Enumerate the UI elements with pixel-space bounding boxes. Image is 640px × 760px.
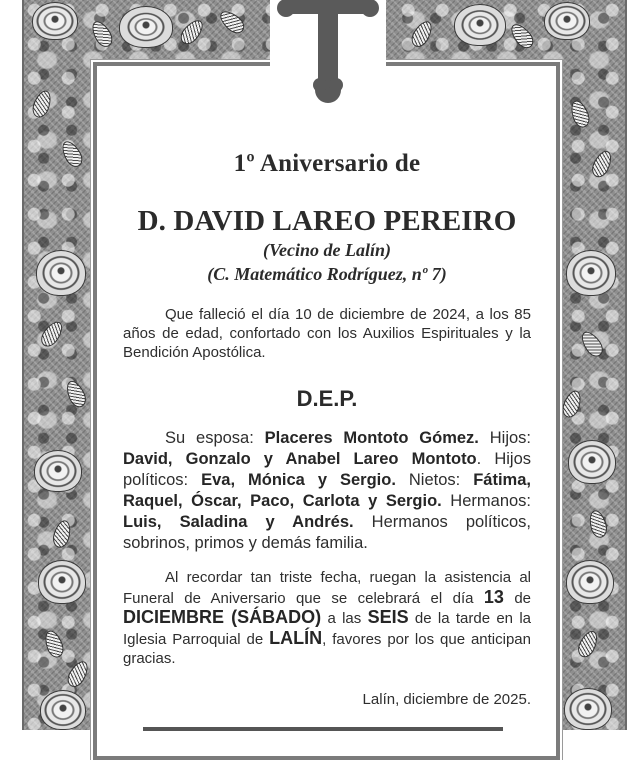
cross-icon (276, 0, 380, 104)
family-paragraph (123, 428, 531, 554)
rose-ornament-icon (38, 560, 86, 604)
rose-ornament-icon (119, 6, 173, 48)
leaf-ornament-icon (408, 18, 436, 50)
leaf-ornament-icon (30, 88, 55, 120)
dep-heading: D.E.P. (296, 386, 358, 411)
anniversary-heading: 1º Aniversario de (233, 150, 421, 177)
spouse-label: Su esposa: (165, 429, 265, 447)
invitation-text: de la tarde en la Iglesia Parroquial de (123, 610, 531, 648)
rose-ornament-icon (40, 690, 86, 730)
address-line: (C. Matemático Rodríguez, nº 7) (207, 264, 447, 284)
funeral-place: LALÍN (269, 627, 323, 648)
obituary-content (123, 150, 531, 708)
rose-ornament-icon (544, 2, 590, 40)
leaf-ornament-icon (589, 148, 615, 180)
grandchildren-names: Fátima, Raquel, Óscar, Paco, Carlota y Sergio. (123, 471, 531, 510)
leaf-ornament-icon (51, 518, 74, 549)
leaf-ornament-icon (575, 628, 601, 660)
residence-line: (Vecino de Lalín) (263, 240, 391, 260)
children-label: Hijos: (478, 429, 532, 447)
invitation-text: a las (321, 610, 368, 627)
leaf-ornament-icon (577, 328, 606, 360)
leaf-ornament-icon (37, 318, 66, 350)
invitation-text: Al recordar tan triste fecha, ruegan la asistencia al Funeral de Aniversario que se celebrará el día (123, 569, 531, 607)
leaf-ornament-icon (216, 7, 248, 37)
leaf-ornament-icon (507, 20, 537, 52)
invitation-text: de (503, 589, 532, 607)
children-in-law-names: Eva, Mónica y Sergio. (201, 471, 396, 489)
funeral-month-weekday: DICIEMBRE (SÁBADO) (123, 607, 322, 627)
spouse-name: Placeres Montoto Gómez. (264, 429, 479, 447)
funeral-day: 13 (483, 586, 504, 607)
rose-ornament-icon (454, 4, 506, 46)
leaf-ornament-icon (560, 388, 585, 420)
funeral-hour: SEIS (367, 607, 409, 627)
invitation-text: , favores por los que anticipan gracias. (123, 630, 531, 667)
signoff-place-date: Lalín, diciembre de 2025. (362, 690, 531, 708)
children-names: David, Gonzalo y Anabel Lareo Montoto (123, 450, 477, 468)
rose-ornament-icon (36, 250, 86, 296)
leaf-ornament-icon (177, 16, 207, 48)
rose-ornament-icon (568, 440, 616, 484)
siblings-names: Luis, Saladina y Andrés. (123, 513, 354, 531)
deceased-name: D. DAVID LAREO PEREIRO (137, 205, 517, 237)
children-in-law-label: . Hijos políticos: (123, 450, 531, 489)
invitation-paragraph (123, 568, 531, 669)
grandchildren-label: Nietos: (395, 471, 474, 489)
leaf-ornament-icon (63, 378, 89, 410)
rose-ornament-icon (566, 250, 616, 296)
leaf-ornament-icon (64, 658, 92, 690)
rose-ornament-icon (564, 688, 612, 730)
siblings-label: Hermanos: (441, 492, 532, 510)
death-notice: Que falleció el día 10 de diciembre de 2024, a los 85 años de edad, confortado con los Auxilios Espirituales y la Bendición Apostólica. (123, 306, 531, 361)
bottom-rule (143, 727, 503, 731)
leaf-ornament-icon (568, 98, 593, 130)
leaf-ornament-icon (88, 18, 116, 50)
rose-ornament-icon (34, 450, 82, 492)
rose-ornament-icon (566, 560, 614, 604)
leaf-ornament-icon (587, 508, 610, 539)
leaf-ornament-icon (58, 138, 86, 170)
other-family: Hermanos políticos, sobrinos, primos y demás familia. (123, 513, 531, 552)
rose-ornament-icon (32, 2, 78, 40)
leaf-ornament-icon (42, 628, 67, 660)
